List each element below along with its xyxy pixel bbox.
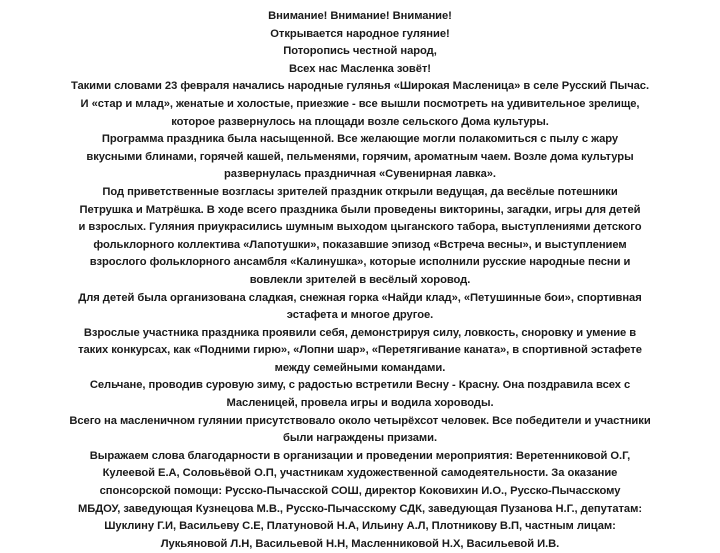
announcement-line: Открывается народное гуляние! (270, 27, 450, 40)
paragraph-line: вовлекли зрителей в весёлый хоровод. (249, 273, 471, 286)
paragraph-line: Петрушка и Матрёшка. В ходе всего праздника были проведены викторины, загадки, игры для детей (79, 203, 641, 216)
acknowledgement-line: спонсорской помощи: Русско-Пычасской СОШ, директор Коковихин И.О., Русско-Пычасскому (99, 485, 621, 498)
paragraph-line: Такими словами 23 февраля начались народные гулянья «Широкая Масленица» в селе Русский Пычас. (70, 80, 650, 93)
paragraph-line: Программа праздника была насыщенной. Все желающие могли полакомиться с пылу с жару (101, 133, 619, 146)
paragraph-line: вкусными блинами, горячей кашей, пельменями, горячим, ароматным чаем. Возле дома культуры (86, 150, 634, 163)
document-page (0, 8, 720, 550)
paragraph-line: Для детей была организована сладкая, снежная горка «Найди клад», «Петушинные бои», спортивная (78, 291, 642, 304)
paragraph-line: И «стар и млад», женатые и холостые, приезжие - все вышли посмотреть на удивительное зрелище, (80, 97, 640, 110)
acknowledgement-line: Выражаем слова благодарности в организации и проведении мероприятия: Веретенниковой О.Г, (89, 449, 631, 462)
acknowledgement-line: Лукьяновой Л.Н, Васильевой Н.Н, Масленниковой Н.Х, Васильевой И.В. (160, 537, 560, 550)
paragraph-line: фольклорного коллектива «Лапотушки», показавшие эпизод «Встреча весны», и выступлением (93, 238, 627, 251)
acknowledgement-line: Кулеевой Е.А, Соловьёвой О.П, участникам художественной самодеятельности. За оказание (102, 467, 618, 480)
paragraph-line: были награждены призами. (282, 432, 438, 445)
acknowledgement-line: МБДОУ, заведующая Кузнецова М.В., Русско-Пычасскому СДК, заведующая Пузанова Н.Г., депутатам: (78, 502, 642, 515)
paragraph-line: и взрослых. Гуляния приукрасились шумным выходом цыганского табора, выступлениями детского (78, 221, 642, 234)
paragraph-line: развернулась праздничная «Сувенирная лавка». (224, 168, 496, 181)
acknowledgement-line: Шуклину Г.И, Васильеву С.Е, Платуновой Н.А, Ильину А.Л, Плотникову В.П, частным лицам: (104, 520, 616, 533)
paragraph-line: эстафета и многое другое. (286, 309, 434, 322)
announcement-line: Внимание! Внимание! Внимание! (268, 10, 452, 22)
paragraph-line: Сельчане, проводив суровую зиму, с радостью встретили Весну - Красну. Она поздравила всех с (89, 379, 631, 392)
paragraph-line: взрослого фольклорного ансамбля «Калинушка», которые исполнили русские народные песни и (89, 256, 631, 269)
paragraph-line: Взрослые участника праздника проявили себя, демонстрируя силу, ловкость, сноровку и умение в (83, 326, 637, 339)
paragraph-line: Масленицей, провела игры и водила хороводы. (226, 397, 494, 410)
announcement-line: Всех нас Масленка зовёт! (288, 62, 431, 75)
paragraph-line: между семейными командами. (274, 361, 446, 374)
paragraph-line: Под приветственные возгласы зрителей праздник открыли ведущая, да весёлые потешники (102, 185, 618, 198)
paragraph-line: которое развернулось на площади возле сельского Дома культуры. (171, 115, 549, 128)
paragraph-line: таких конкурсах, как «Подними гирю», «Лопни шар», «Перетягивание каната», в спортивной эстафете (78, 344, 642, 357)
announcement-line: Поторопись честной народ, (283, 45, 437, 58)
paragraph-line: Всего на масленичном гулянии присутствовало около четырёхсот человек. Все победители и участники (69, 414, 651, 427)
